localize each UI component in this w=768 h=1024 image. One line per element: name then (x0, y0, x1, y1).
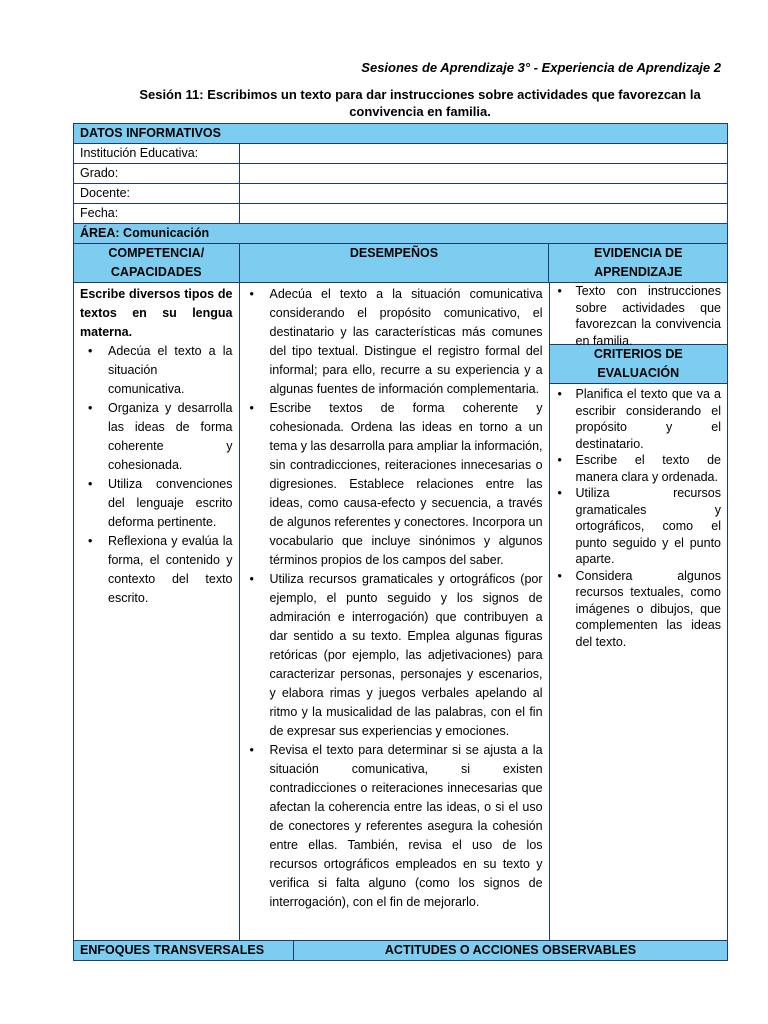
area-label: ÁREA: Comunicación (80, 226, 210, 240)
enfoques-header: ENFOQUES TRANSVERSALES (80, 943, 265, 957)
competencia-cell (74, 283, 239, 940)
list-item: • Adecúa el texto a la situación comunicativa. (80, 342, 233, 399)
competencia-title: Escribe diversos tipos de textos en su lengua materna. (80, 287, 233, 339)
field-label-grado: Grado: (80, 166, 119, 180)
field-value-institucion[interactable] (239, 144, 727, 163)
list-item: • Utiliza recursos gramaticales y ortográficos, como el punto seguido y el punto aparte. (556, 485, 721, 568)
field-label-institucion: Institución Educativa: (80, 146, 199, 160)
datos-heading-row (74, 124, 727, 144)
field-label-docente: Docente: (80, 186, 131, 200)
list-item: • Adecúa el texto a la situación comunicativa considerando el propósito comunicativo, el destinatario y las características más comunes del tipo textual. Distingue el registro formal del informal; para ello, recurre a su experiencia y a algunas fuentes de información complementaria. (246, 285, 543, 399)
criterios-list (556, 384, 721, 650)
col-evidencia-header: EVIDENCIA DE APRENDIZAJE (548, 244, 727, 282)
columns-header-row (74, 244, 727, 283)
capacidades-list (80, 342, 233, 608)
area-row (74, 224, 727, 244)
list-item: • Revisa el texto para determinar si se ajusta a la situación comunicativa, si existen contradicciones o reiteraciones innecesarias que afectan la coherencia entre las ideas, o si el uso de conectores y referentes asegura la cohesión entre ellas. También, revisa el uso de los recursos ortográficos empleados en su texto y verifica si falta alguno (como los signos de interrogación), con el fin de mejorarlo. (246, 741, 543, 912)
content-row (74, 283, 727, 941)
col-desempenos-header: DESEMPEÑOS (239, 244, 549, 282)
desempenos-cell (239, 283, 549, 940)
actitudes-header: ACTITUDES O ACCIONES OBSERVABLES (293, 941, 727, 960)
field-value-docente[interactable] (239, 184, 727, 203)
list-item: • Reflexiona y evalúa la forma, el contenido y contexto del texto escrito. (80, 532, 233, 608)
session-title: Sesión 11: Escribimos un texto para dar instrucciones sobre actividades que favorezcan la convivencia en familia. (139, 87, 701, 119)
list-item: • Escribe textos de forma coherente y cohesionada. Ordena las ideas en torno a un tema y las desarrolla para ampliar la información, sin contradicciones, reiteraciones innecesarias o digresiones. Establece relaciones entre las ideas, como causa-efecto y secuencia, a través de algunos referentes y conectores. Incorpora un vocabulario que incluye sinónimos y algunos términos propios de los campos del saber. (246, 399, 543, 570)
evidencia-list (556, 283, 721, 349)
criterios-heading: CRITERIOS DE EVALUACIÓN (550, 345, 727, 384)
desempenos-list (246, 285, 543, 912)
list-item: • Planifica el texto que va a escribir considerando el propósito y el destinatario. (556, 386, 721, 452)
list-item: • Utiliza recursos gramaticales y ortográficos (por ejemplo, el punto seguido y los signos de admiración e interrogación) que contribuyen a dar sentido a su texto. Emplea algunas figuras retóricas (por ejemplo, las adjetivaciones) para caracterizar personas, personajes y escenarios, y elabora rimas y juegos verbales apelando al ritmo y la musicalidad de las palabras, con el fin de expresar sus experiencias y emociones. (246, 570, 543, 741)
list-item: • Texto con instrucciones sobre actividades que favorezcan la convivencia en familia. (556, 283, 721, 349)
field-value-fecha[interactable] (239, 204, 727, 223)
field-row (74, 144, 727, 164)
col-competencia-header: COMPETENCIA/ CAPACIDADES (108, 246, 205, 279)
evidencia-cell (549, 283, 727, 940)
field-value-grado[interactable] (239, 164, 727, 183)
datos-heading: DATOS INFORMATIVOS (80, 126, 221, 140)
list-item: • Utiliza convenciones del lenguaje escrito deforma pertinente. (80, 475, 233, 532)
field-row (74, 204, 727, 224)
evidencia-block (550, 283, 727, 348)
field-row (74, 164, 727, 184)
running-header: Sesiones de Aprendizaje 3° - Experiencia de Aprendizaje 2 (361, 60, 721, 75)
list-item: • Considera algunos recursos textuales, como imágenes o dibujos, que complementen las ideas del texto. (556, 568, 721, 651)
field-label-fecha: Fecha: (80, 206, 119, 220)
list-item: • Organiza y desarrolla las ideas de forma coherente y cohesionada. (80, 399, 233, 475)
list-item: • Escribe el texto de manera clara y ordenada. (556, 452, 721, 485)
footer-row (74, 941, 727, 960)
field-row (74, 184, 727, 204)
session-table (73, 123, 728, 961)
